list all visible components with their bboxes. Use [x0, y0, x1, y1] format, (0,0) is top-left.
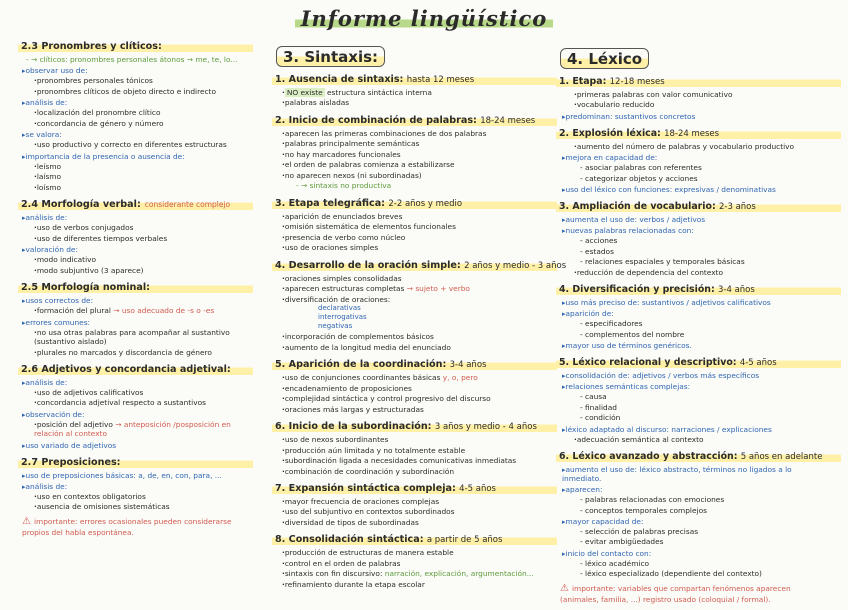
list-item: - acciones [580, 236, 841, 245]
section-heading: 4. Desarrollo de la oración simple: 2 años y medio - 3 años [272, 259, 557, 272]
list-item: · uso de conjunciones coordinantes básicas y, o, pero [282, 373, 557, 382]
warning-icon: ⚠ [22, 515, 31, 527]
group-label: ▸ consolidación de: adjetivos / verbos más específicos [562, 371, 841, 380]
warning-icon: ⚠ [560, 582, 569, 594]
note-text: - → sintaxis no productiva [296, 181, 557, 190]
list-item: - estados [580, 247, 841, 256]
list-item: · uso en contextos obligatorios [34, 492, 253, 501]
group-label: ▸ relaciones semánticas complejas: [562, 382, 841, 391]
section-adjetivos [18, 363, 253, 450]
list-item: · producción aún limitada y no totalmente estable [282, 446, 557, 455]
section-etapa [556, 75, 841, 121]
group-label: ▸ se valora: [22, 130, 253, 139]
group-label: ▸ léxico adaptado al discurso: narraciones / explicaciones [562, 425, 841, 434]
list-item: - léxico académico [580, 559, 841, 568]
list-item: · subordinación ligada a necesidades comunicativas inmediatas [282, 456, 557, 465]
group-label: ▸ uso de preposiciones básicas: a, de, en, con, para, ... [22, 471, 253, 480]
group-label: ▸ mayor uso de términos genéricos. [562, 341, 841, 350]
group-label: ▸ uso más preciso de: sustantivos / adjetivos calificativos [562, 298, 841, 307]
section-subordinacion [272, 420, 557, 476]
section-heading: 3. Etapa telegráfica: 2-2 años y medio [272, 197, 557, 210]
list-item: · palabras principalmente semánticas [282, 139, 557, 148]
group-label: ▸ aparición de: [562, 309, 841, 318]
list-item: · palabras aisladas [282, 98, 557, 107]
list-item: - condición [580, 413, 841, 422]
section-heading: 2.6 Adjetivos y concordancia adjetival: [18, 363, 253, 376]
list-item: - especificadores [580, 319, 841, 328]
list-item: - conceptos temporales complejos [580, 506, 841, 515]
list-item: · no usa otras palabras para acompañar al sustantivo (sustantivo aislado) [34, 328, 244, 347]
list-item: - finalidad [580, 403, 841, 412]
group-label: ▸ análisis de: [22, 378, 253, 387]
group-label: ▸ nuevas palabras relacionadas con: [562, 226, 841, 235]
list-item: · loísmo [34, 183, 253, 192]
list-item: · no aparecen nexos (ni subordinadas) [282, 171, 557, 180]
warning-note: ⚠ importante: variables que compartan fenómenos aparecen (animales, familia, ...) registro usado (coloquial / formal). [560, 582, 791, 604]
list-item: · refinamiento durante la etapa escolar [282, 580, 557, 589]
list-item: · primeras palabras con valor comunicativo [574, 90, 841, 99]
list-item: - palabras relacionadas con emociones [580, 495, 841, 504]
section-combinacion [272, 114, 557, 191]
list-item: · adecuación semántica al contexto [574, 435, 841, 444]
group-label: ▸ uso del léxico con funciones: expresivas / denominativas [562, 185, 841, 194]
group-label: ▸ inicio del contacto con: [562, 549, 841, 558]
list-item: - evitar ambigüedades [580, 537, 841, 546]
group-label: ▸ aparecen: [562, 485, 841, 494]
group-label: ▸ errores comunes: [22, 318, 253, 327]
list-item: · uso de adjetivos calificativos [34, 388, 253, 397]
list-item: - categorizar objetos y acciones [580, 174, 841, 183]
section-morfologia-verbal [18, 198, 253, 275]
group-label: ▸ valoración de: [22, 245, 253, 254]
section-heading: 3. Ampliación de vocabulario: 2-3 años [556, 200, 841, 213]
column-lexico [556, 46, 841, 610]
group-label: ▸ aumento el uso de: léxico abstracto, términos no ligados a lo inmediato. [562, 465, 832, 483]
column-title: 4. Léxico [560, 48, 649, 69]
group-label: ▸ observación de: [22, 410, 253, 419]
list-item: · el orden de palabras comienza a estabilizarse [282, 160, 557, 169]
list-item: · posición del adjetivo → anteposición /posposición en relación al contexto [34, 420, 244, 439]
group-label: ▸ aumenta el uso de: verbos / adjetivos [562, 215, 841, 224]
list-item: · control en el orden de palabras [282, 559, 557, 568]
section-coordinacion [272, 358, 557, 414]
page-title: Informe lingüístico [0, 6, 848, 31]
section-heading: 1. Etapa: 12-18 meses [556, 75, 841, 88]
list-item: · aparición de enunciados breves [282, 212, 557, 221]
group-label: ▸ observar uso de: [22, 66, 253, 75]
group-label: ▸ uso variado de adjetivos [22, 441, 253, 450]
list-item: · sintaxis con fin discursivo: narración, explicación, argumentación... [282, 569, 557, 578]
section-lexico-avanzado [556, 450, 841, 604]
list-item: · pronombres personales tónicos [34, 76, 253, 85]
section-heading: 4. Diversificación y precisión: 3-4 años [556, 283, 841, 296]
list-item: · aparecen las primeras combinaciones de dos palabras [282, 129, 557, 138]
list-item: · uso de oraciones simples [282, 243, 557, 252]
list-item: · NO existe estructura sintáctica interna [282, 88, 557, 97]
list-item: · mayor frecuencia de oraciones complejas [282, 497, 557, 506]
section-expansion [272, 482, 557, 527]
section-explosion-lexica [556, 127, 841, 194]
list-item: - causa [580, 392, 841, 401]
list-item: · combinación de coordinación y subordinación [282, 467, 557, 476]
section-heading: 7. Expansión sintáctica compleja: 4-5 años [272, 482, 557, 495]
list-item: · omisión sistemática de elementos funcionales [282, 222, 557, 231]
group-label: ▸ análisis de: [22, 213, 253, 222]
list-item: · laísmo [34, 172, 253, 181]
section-heading: 5. Aparición de la coordinación: 3-4 años [272, 358, 557, 371]
list-item: - léxico especializado (dependiente del contexto) [580, 569, 841, 578]
list-item: · reducción de dependencia del contexto [574, 268, 841, 277]
section-pronombres [18, 40, 253, 192]
section-subtitle: - → clíticos: pronombres personales átonos → me, te, lo... [26, 55, 253, 64]
group-label: ▸ importancia de la presencia o ausencia de: [22, 152, 253, 161]
list-item: · vocabulario reducido [574, 100, 841, 109]
section-heading: 5. Léxico relacional y descriptivo: 4-5 años [556, 356, 841, 369]
section-morfologia-nominal [18, 281, 253, 357]
column-morfologia [18, 40, 253, 543]
list-item: · no hay marcadores funcionales [282, 150, 557, 159]
column-sintaxis [272, 44, 567, 595]
group-label: ▸ mejora en capacidad de: [562, 153, 841, 162]
list-item: · uso de verbos conjugados [34, 223, 253, 232]
group-label: ▸ predominan: sustantivos concretos [562, 112, 841, 121]
section-heading: 8. Consolidación sintáctica: a partir de 5 años [272, 533, 557, 546]
list-item: · formación del plural → uso adecuado de -s o -es [34, 306, 253, 315]
group-label: ▸ mayor capacidad de: [562, 517, 841, 526]
section-heading: 2. Explosión léxica: 18-24 meses [556, 127, 841, 140]
section-oracion-simple [272, 259, 567, 353]
section-heading: 6. Léxico avanzado y abstracción: 5 años en adelante [556, 450, 841, 463]
section-telegrafica [272, 197, 557, 253]
list-item: · uso de diferentes tiempos verbales [34, 234, 253, 243]
list-item: · diversificación de oraciones: [282, 295, 557, 304]
list-item: · diversidad de tipos de subordinadas [282, 518, 557, 527]
list-item: - selección de palabras precisas [580, 527, 841, 536]
list-item: · aumento del número de palabras y vocabulario productivo [574, 142, 841, 151]
example-item: negativas [318, 322, 353, 331]
section-heading: 2.5 Morfología nominal: [18, 281, 253, 294]
list-item: · aumento de la longitud media del enunciado [282, 343, 557, 352]
section-heading: 2.7 Preposiciones: [18, 456, 253, 469]
list-item: · aparecen estructuras completas → sujeto + verbo [282, 284, 557, 293]
example-item: declarativas [318, 304, 361, 313]
section-heading: 2.3 Pronombres y clíticos: [18, 40, 253, 53]
list-item: - complementos del nombre [580, 330, 841, 339]
section-ausencia-sintaxis [272, 73, 557, 108]
list-item: · leísmo [34, 162, 253, 171]
list-item: · uso de nexos subordinantes [282, 435, 557, 444]
list-item: · uso productivo y correcto en diferentes estructuras [34, 140, 253, 149]
list-item: · encadenamiento de proposiciones [282, 384, 557, 393]
list-item: · incorporación de complementos básicos [282, 332, 557, 341]
list-item: · plurales no marcados y discordancia de género [34, 348, 253, 357]
list-item: - asociar palabras con referentes [580, 163, 841, 172]
list-item: · concordancia adjetival respecto a sustantivos [34, 398, 253, 407]
list-item: · presencia de verbo como núcleo [282, 233, 557, 242]
list-item: · ausencia de omisiones sistemáticas [34, 502, 253, 511]
section-heading: 6. Inicio de la subordinación: 3 años y medio - 4 años [272, 420, 557, 433]
section-relacional [556, 356, 841, 444]
section-heading: 2. Inicio de combinación de palabras: 18-24 meses [272, 114, 557, 127]
list-item: · oraciones simples consolidadas [282, 274, 557, 283]
list-item: · localización del pronombre clítico [34, 108, 253, 117]
section-heading: 1. Ausencia de sintaxis: hasta 12 meses [272, 73, 557, 86]
group-label: ▸ análisis de: [22, 482, 253, 491]
list-item: · concordancia de género y número [34, 119, 253, 128]
list-item: · modo indicativo [34, 255, 253, 264]
example-item: interrogativas [318, 313, 367, 322]
section-heading: 2.4 Morfología verbal: considerante complejo [18, 198, 253, 211]
section-consolidacion [272, 533, 557, 589]
list-item: · pronombres clíticos de objeto directo e indirecto [34, 87, 253, 96]
section-ampliacion [556, 200, 841, 277]
list-item: · complejidad sintáctica y control progresivo del discurso [282, 394, 557, 403]
column-title: 3. Sintaxis: [276, 46, 385, 67]
section-diversificacion [556, 283, 841, 350]
warning-note: ⚠ importante: errores ocasionales pueden considerarse propios del habla espontánea. [22, 515, 232, 537]
section-preposiciones [18, 456, 253, 538]
list-item: · modo subjuntivo (3 aparece) [34, 266, 253, 275]
list-item: · uso del subjuntivo en contextos subordinados [282, 507, 557, 516]
list-item: - relaciones espaciales y temporales básicas [580, 257, 841, 266]
group-label: ▸ análisis de: [22, 98, 253, 107]
list-item: · producción de estructuras de manera estable [282, 548, 557, 557]
list-item: · oraciones más largas y estructuradas [282, 405, 557, 414]
group-label: ▸ usos correctos de: [22, 296, 253, 305]
